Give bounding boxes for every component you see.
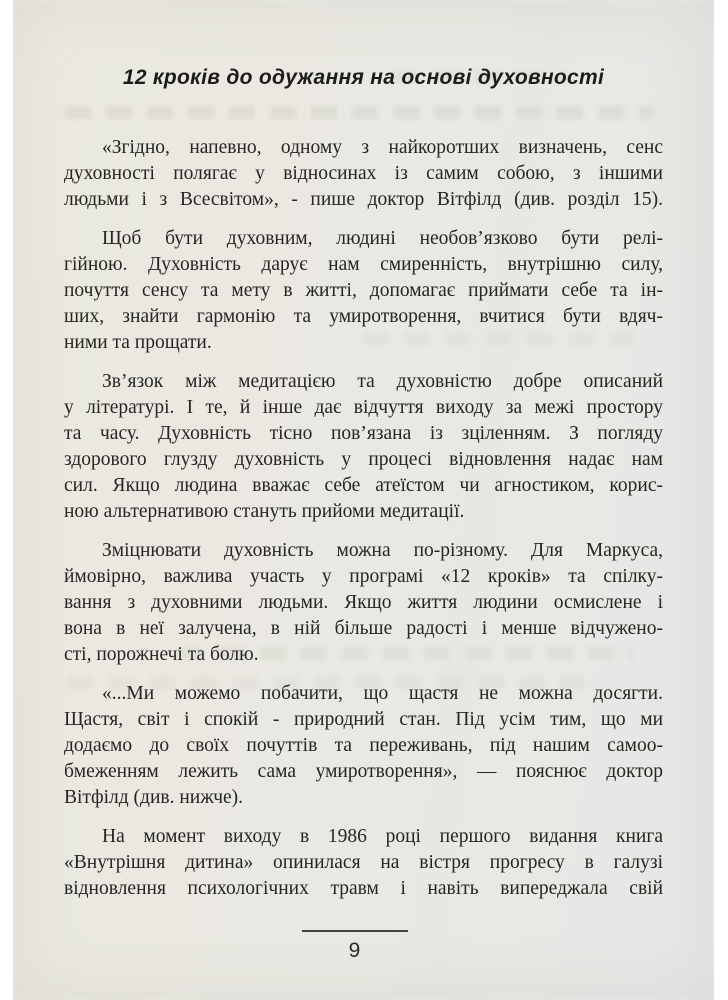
page-paper xyxy=(13,0,714,1000)
text-line: «Згідно, напевно, одному з найкоротших визначень, сенс xyxy=(102,137,663,158)
paragraph xyxy=(64,681,663,811)
footer-rule xyxy=(302,930,408,932)
text-line: здорового глузду духовність у процесі відновлення надає нам xyxy=(64,449,663,470)
text-line: духовності полягає у відносинах із самим собою, з іншими xyxy=(64,163,663,184)
text-line: Щастя, світ і спокій - природний стан. Під усім тим, що ми xyxy=(64,709,663,730)
text-line: вона в неї залучена, в ній більше радості і менше відчужено- xyxy=(64,618,663,639)
text-line: людьми і з Всесвітом», - пише доктор Вітфілд (див. розділ 15). xyxy=(64,189,663,210)
paragraph xyxy=(64,369,663,525)
paragraph xyxy=(64,226,663,356)
paragraph xyxy=(64,538,663,668)
text-line: Зв’язок між медитацією та духовністю добре описаний xyxy=(102,371,663,392)
text-line: ними та прощати. xyxy=(64,332,212,353)
text-line: ймовірно, важлива участь у програмі «12 кроків» та спілку- xyxy=(64,566,663,587)
text-line: сил. Якщо людина вважає себе атеїстом чи агностиком, корис- xyxy=(64,475,663,496)
text-line: Щоб бути духовним, людині необов’язково бути релі- xyxy=(102,228,663,249)
text-line: відновлення психологічних травм і навіть випереджала свій xyxy=(64,878,663,899)
text-line: сті, порожнечі та болю. xyxy=(64,644,259,665)
text-line: бмеженням лежить сама умиротворення», — пояснює доктор xyxy=(64,761,663,782)
text-line: додаємо до своїх почуттів та переживань, під нашим самоо- xyxy=(64,735,663,756)
text-line: ших, знайти гармонію та умиротворення, вчитися бути вдяч- xyxy=(64,306,663,327)
text-line: вання з духовними людьми. Якщо життя людини осмислене і xyxy=(64,592,663,613)
text-line: гійною. Духовність дарує нам смиренність, внутрішню силу, xyxy=(64,254,663,275)
text-line: На момент виходу в 1986 році першого видання книга xyxy=(102,826,663,847)
page-number: 9 xyxy=(348,939,361,962)
paragraph xyxy=(64,135,663,213)
text-line: у літературі. І те, й інше дає відчуття виходу за межі простору xyxy=(64,397,663,418)
text-line: Вітфілд (див. нижче). xyxy=(64,787,244,808)
text-line: ною альтернативою стануть прийоми медитації. xyxy=(64,501,465,522)
page-content xyxy=(13,0,714,963)
text-line: почуття сенсу та мету в житті, допомагає приймати себе та ін- xyxy=(64,280,663,301)
paragraph xyxy=(64,824,663,902)
text-line: Зміцнювати духовність можна по-різному. Для Маркуса, xyxy=(102,540,663,561)
text-line: «...Ми можемо побачити, що щастя не можна досягти. xyxy=(102,683,663,704)
page-footer xyxy=(55,930,654,963)
chapter-heading: 12 кроків до одужання на основі духовності xyxy=(122,66,605,89)
text-line: та часу. Духовність тісно пов’язана із зціленням. З погляду xyxy=(64,423,663,444)
text-line: «Внутрішня дитина» опинилася на вістря прогресу в галузі xyxy=(64,852,663,873)
